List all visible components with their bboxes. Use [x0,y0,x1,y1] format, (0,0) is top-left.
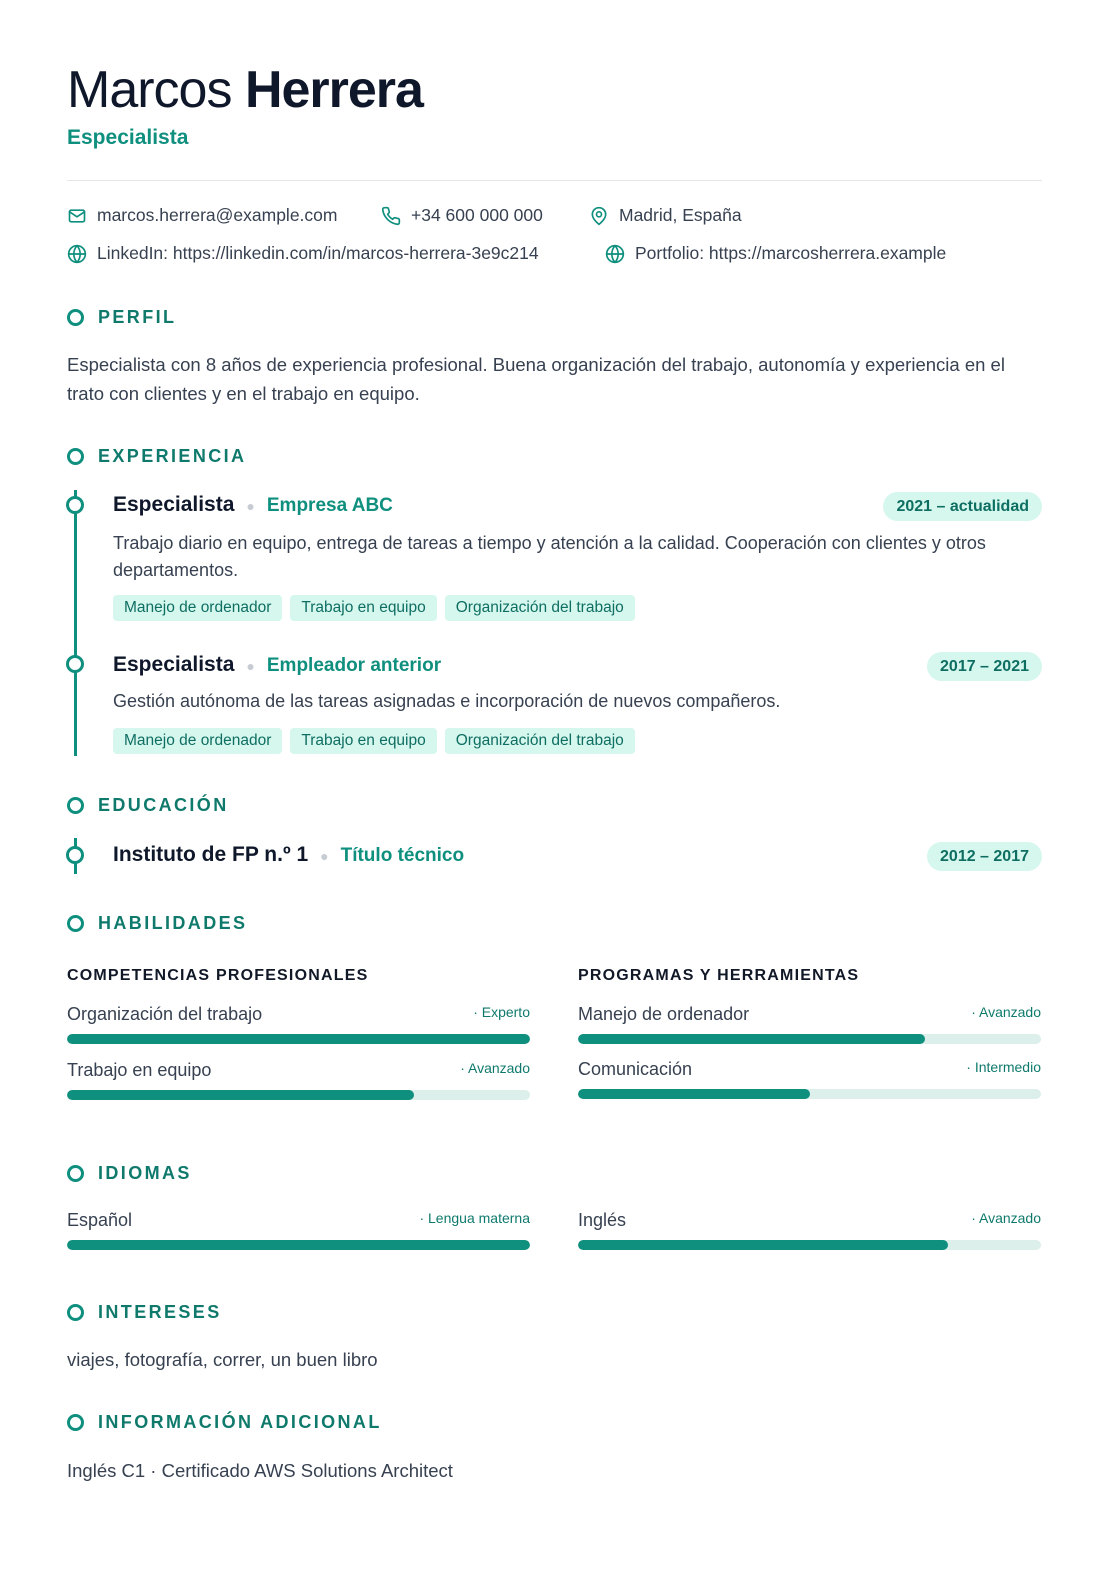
contact-portfolio[interactable] [605,243,946,264]
section-title: EDUCACIÓN [98,795,229,815]
skill-tag: Organización del trabajo [445,595,635,621]
section-title: HABILIDADES [98,913,248,933]
location-pin-icon [589,206,609,226]
skill-name: Manejo de ordenador [578,1004,750,1024]
globe-icon [605,244,625,264]
skill-name: Trabajo en equipo [67,1060,212,1080]
section-heading-education [67,795,229,816]
skill-name: Comunicación [578,1059,693,1079]
job-description: Gestión autónoma de las tareas asignadas e incorporación de nuevos compañeros. [113,691,781,711]
tag-list [113,595,635,621]
skill-level: · Avanzado [460,1060,530,1076]
section-bullet-icon [67,1165,84,1182]
language-bar-fill [578,1240,948,1250]
section-title: INFORMACIÓN ADICIONAL [98,1412,382,1432]
separator-dot: ● [246,498,255,514]
skill-bar-fill [67,1090,414,1100]
skill-bar-track [578,1034,1041,1044]
last-name: Herrera [244,61,423,119]
section-bullet-icon [67,797,84,814]
date-badge: 2017 – 2021 [927,652,1042,681]
section-heading-profile [67,307,176,328]
section-heading-languages [67,1163,192,1184]
experience-entry-header [113,653,441,677]
separator-dot: ● [246,658,255,674]
section-title: IDIOMAS [98,1163,192,1183]
experience-entry-header [113,493,393,517]
school-name: Instituto de FP n.º 1 [113,843,309,866]
date-badge: 2021 – actualidad [883,492,1042,521]
job-description: Trabajo diario en equipo, entrega de tareas a tiempo y atención a la calidad. Cooperación con clientes y otros departamentos. [113,533,986,580]
job-title: Especialista [113,653,235,676]
skill-bar-track [67,1034,530,1044]
phone-text: +34 600 000 000 [411,205,543,225]
section-title: PERFIL [98,307,177,327]
section-title: EXPERIENCIA [98,446,247,466]
section-bullet-icon [67,915,84,932]
contact-location [589,205,742,226]
skill-row [67,1004,530,1044]
skill-level: · Experto [473,1004,530,1020]
language-row [578,1210,1041,1250]
contact-phone[interactable] [381,205,543,226]
language-bar-track [578,1240,1041,1250]
full-name [67,58,423,122]
timeline-dot-icon [66,496,84,514]
skill-bar-fill [67,1034,530,1044]
skill-bar-fill [578,1089,810,1099]
job-title: Especialista [113,493,235,516]
section-title: INTERESES [98,1302,222,1322]
section-heading-interests [67,1302,222,1323]
skill-tag: Manejo de ordenador [113,595,282,621]
skill-level: · Intermedio [966,1059,1041,1075]
company-name: Empleador anterior [266,655,442,676]
skill-level: · Avanzado [971,1004,1041,1020]
globe-icon [67,244,87,264]
job-role: Especialista [67,126,189,149]
skill-row [578,1059,1041,1099]
language-bar-track [67,1240,530,1250]
section-heading-experience [67,446,246,467]
language-bar-fill [67,1240,530,1250]
language-name: Español [67,1210,133,1230]
linkedin-text: LinkedIn: https://linkedin.com/in/marcos-herrera-3e9c214 [97,243,539,263]
section-bullet-icon [67,448,84,465]
company-name: Empresa ABC [266,495,393,516]
date-badge: 2012 – 2017 [927,842,1042,871]
additional-text: Inglés C1 · Certificado AWS Solutions Architect [67,1460,453,1481]
portfolio-text: Portfolio: https://marcosherrera.example [635,243,947,263]
section-bullet-icon [67,1304,84,1321]
tag-list [113,728,635,754]
section-heading-additional [67,1412,382,1433]
skill-group-title: PROGRAMAS Y HERRAMIENTAS [578,967,860,984]
degree-name: Título técnico [340,845,465,866]
language-row [67,1210,530,1250]
profile-text: Especialista con 8 años de experiencia profesional. Buena organización del trabajo, autonomía y experiencia en el trato con clientes y en el trabajo en equipo. [67,354,1005,404]
skill-tag: Organización del trabajo [445,728,635,754]
location-text: Madrid, España [619,205,742,225]
mail-icon [67,206,87,226]
skill-group-title: COMPETENCIAS PROFESIONALES [67,967,369,984]
separator-dot: ● [320,848,329,864]
section-bullet-icon [67,1414,84,1431]
contact-linkedin[interactable] [67,243,539,264]
skill-bar-track [67,1090,530,1100]
experience-timeline-line [74,490,77,756]
skill-tag: Trabajo en equipo [290,728,436,754]
email-text: marcos.herrera@example.com [97,205,338,225]
skill-bar-fill [578,1034,925,1044]
skill-tag: Trabajo en equipo [290,595,436,621]
skill-row [578,1004,1041,1044]
language-level: · Lengua materna [419,1210,530,1226]
education-entry-header [113,843,464,867]
skill-name: Organización del trabajo [67,1004,263,1024]
timeline-dot-icon [66,655,84,673]
section-heading-skills [67,913,247,934]
contact-email[interactable] [67,205,337,226]
first-name: Marcos [67,61,232,119]
section-bullet-icon [67,309,84,326]
phone-icon [381,206,401,226]
timeline-dot-icon [66,846,84,864]
header-divider [67,180,1042,181]
language-level: · Avanzado [971,1210,1041,1226]
language-name: Inglés [578,1210,627,1230]
skill-tag: Manejo de ordenador [113,728,282,754]
skill-row [67,1060,530,1100]
interests-text: viajes, fotografía, correr, un buen libro [67,1349,378,1370]
skill-bar-track [578,1089,1041,1099]
